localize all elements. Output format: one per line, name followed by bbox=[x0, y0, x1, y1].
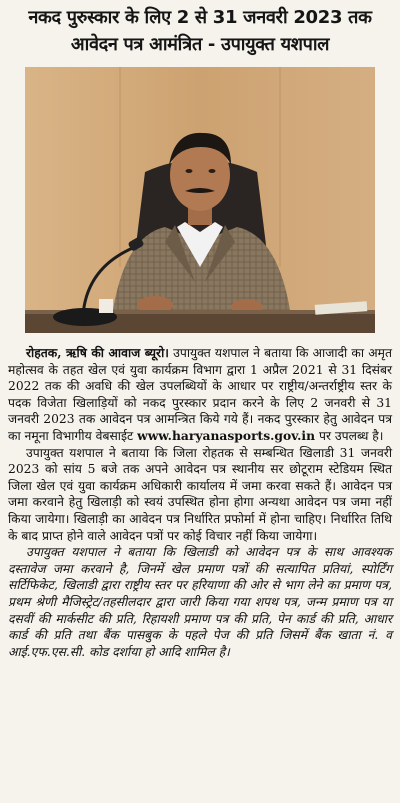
dateline: रोहतक, ऋषि की आवाज ब्यूरो। bbox=[26, 345, 169, 360]
news-photo bbox=[25, 67, 375, 333]
paragraph-1-body: उपायुक्त यशपाल ने बताया कि आजादी का अमृत महोत्सव के तहत खेल एवं युवा कार्यक्रम विभाग द्वारा 1 अप्रैल 2021 से 31 दिसंबर 2022 तक की अवधि की खेल उपलब्धियों के आधार पर राष्ट्रीय/अन्तर्राष्ट्रीय स्तर के पदक विजेता खिलाड़ियों को नकद पुरस्कार प्रदान करने के लिए 2 जनवरी से 31 जनवरी 2023 तक आवेदन पत्र आमन्त्रित किये गये हैं। नकद पुरस्कार हेतु आवेदन पत्र का नमूना विभागीय वेबसाईट bbox=[8, 346, 392, 443]
article-paragraph-3: उपायुक्त यशपाल ने बताया कि खिलाडी को आवेदन पत्र के साथ आवश्यक दस्तावेज जमा करवाने है, जिनमें खेल प्रमाण पत्रों की सत्यापित प्रतियां, स्पोर्टिंग सर्टिफिकेट, खिलाडी द्वारा राष्ट्रीय स्तर पर हरियाणा की ओर से भाग लेने का प्रमाण पत्र, प्रथम श्रेणी मैजिस्ट्रेट/तहसीलदार द्वारा जारी किया गया शपथ पत्र, जन्म प्रमाण पत्र या दसवीं की मार्कसीट की प्रति, रिहायशी प्रमाण पत्र की प्रति, पेन कार्ड की प्रति, आधार कार्ड की प्रति तथा बैंक पासबुक के पहले पेज की प्रति जिसमें बैंक खाता नं. व आई.एफ.एस.सी. कोड दर्शाया हो आदि शामिल है। bbox=[8, 545, 392, 659]
person-at-desk-illustration bbox=[25, 67, 375, 333]
article-paragraph-1 bbox=[8, 345, 392, 445]
paragraph-1-tail: पर उपलब्ध है। bbox=[315, 428, 384, 443]
headline: नकद पुरुस्कार के लिए 2 से 31 जनवरी 2023 तक आवेदन पत्र आमंत्रित - उपायुक्त यशपाल bbox=[28, 7, 372, 55]
article-paragraph-2: उपायुक्त यशपाल ने बताया कि जिला रोहतक से सम्बन्धित खिलाडी 31 जनवरी 2023 को सांय 5 बजे तक अपने आवेदन पत्र स्थानीय सर छोटूराम स्टेडियम स्थित जिला खेल एवं युवा कार्यक्रम अधिकारी कार्यालय में जमा करवा सकते हैं। आवेदन पत्र जमा करवाने हेतु खिलाड़ी को स्वयं उपस्थित होना होगा अन्यथा आवेदन पत्र जमा नहीं किया जायेगा। खिलाड़ी का आवेदन पत्र निर्धारित प्रफोर्मा में होना चाहिए। निर्धारित तिथि के बाद प्राप्त होने वाले आवेदन पत्रों पर कोई विचार नहीं किया जायेगा। bbox=[8, 445, 392, 543]
website-link-text: www.haryanasports.gov.in bbox=[137, 427, 316, 443]
